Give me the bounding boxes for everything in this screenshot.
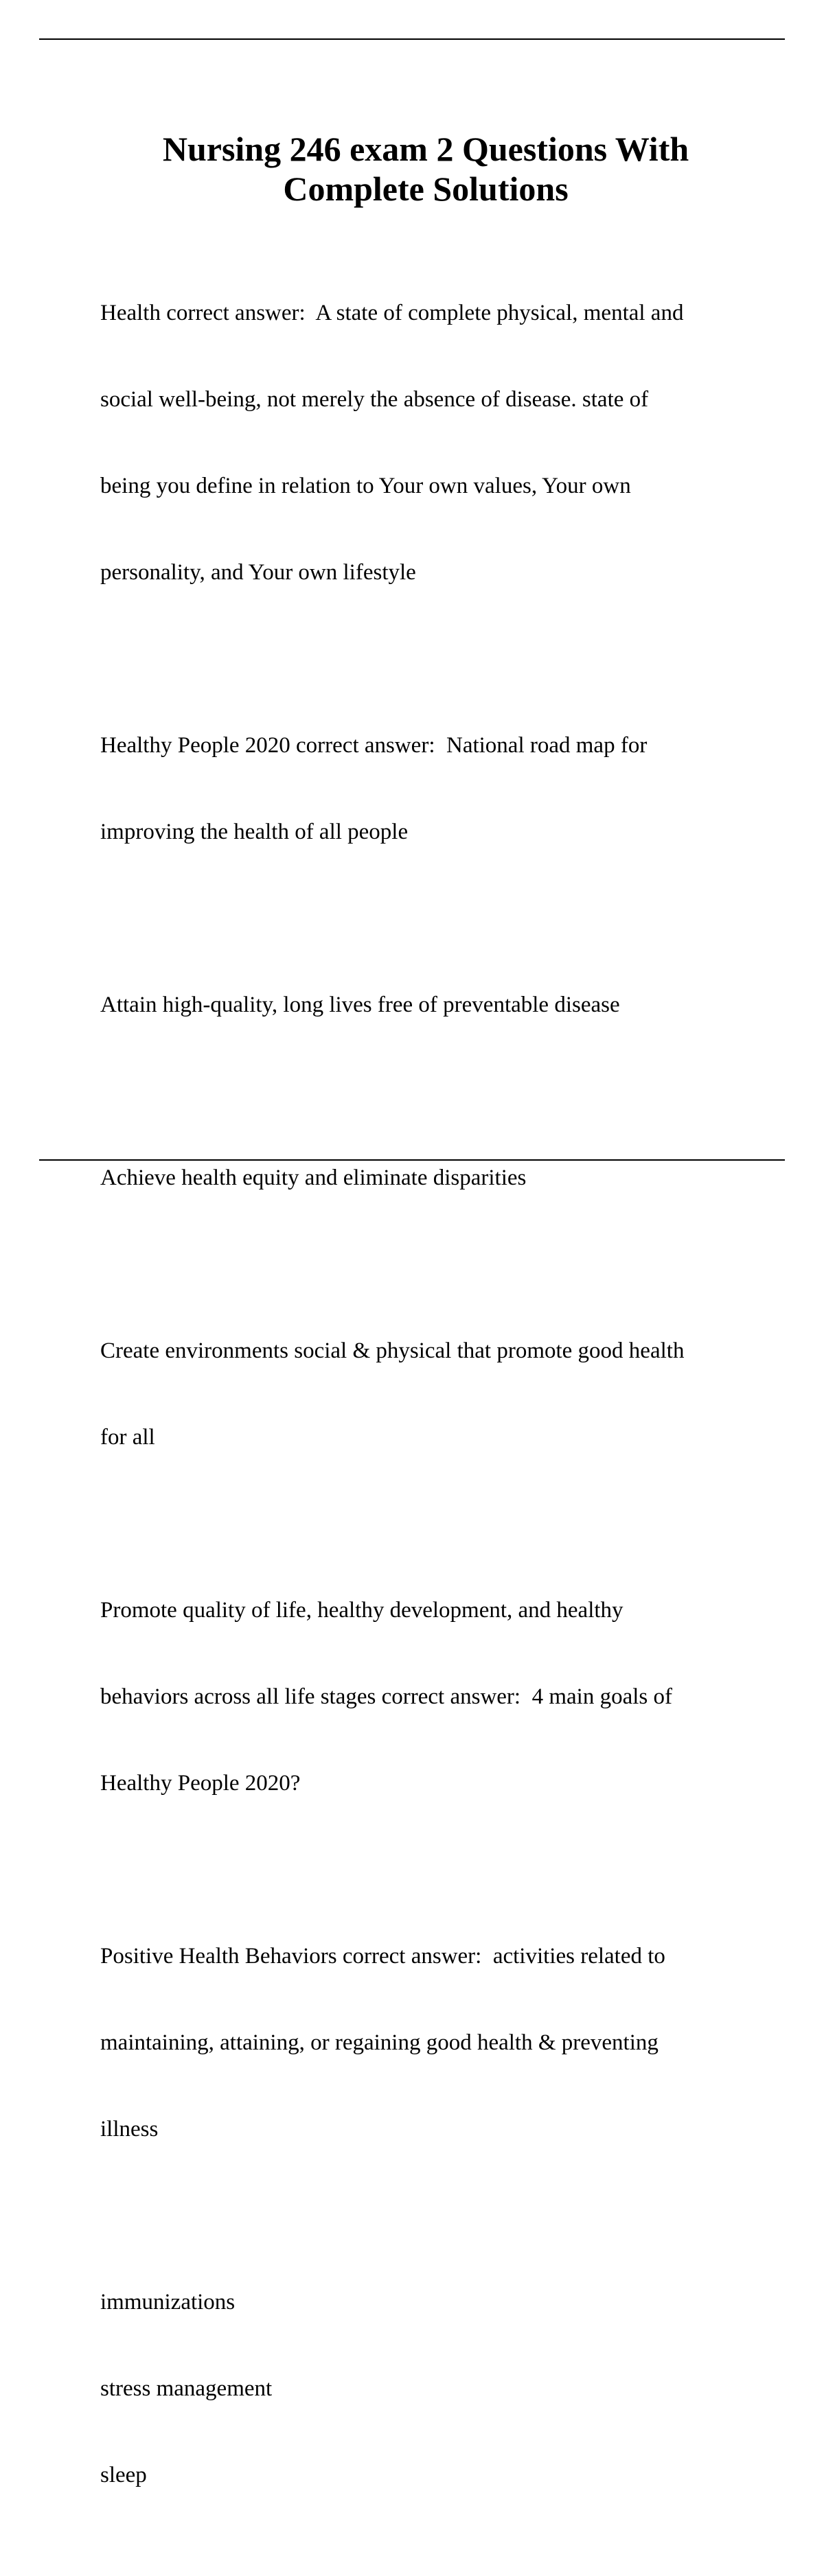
list-item: stress management xyxy=(100,2376,273,2401)
paragraph-positive-health-behaviors xyxy=(100,1884,759,2201)
text-line: Create environments social & physical that promote good health xyxy=(100,1338,685,1363)
paragraph-goal-equity xyxy=(100,1106,759,1250)
text-line: maintaining, attaining, or regaining good health & preventing xyxy=(100,2030,659,2055)
text-line: being you define in relation to Your own values, Your own xyxy=(100,474,631,498)
text-line: improving the health of all people xyxy=(100,820,409,844)
paragraph-goal-attain xyxy=(100,933,759,1077)
list-item: immunizations xyxy=(100,2290,236,2314)
paragraph-goal-quality-of-life xyxy=(100,1538,759,1855)
paragraph-healthy-people-2020 xyxy=(100,673,759,904)
paragraph-goal-environments xyxy=(100,1279,759,1509)
document-body xyxy=(100,241,759,2576)
title-line: Complete Solutions xyxy=(283,170,569,208)
paragraph-behavior-examples xyxy=(100,2230,759,2547)
text-line: behaviors across all life stages correct answer: 4 main goals of xyxy=(100,1684,672,1709)
title-line: Nursing 246 exam 2 Questions With xyxy=(162,130,689,168)
text-line: illness xyxy=(100,2117,159,2142)
top-divider xyxy=(39,38,785,40)
text-line: Promote quality of life, healthy development, and healthy xyxy=(100,1598,623,1623)
bottom-divider xyxy=(39,1159,785,1161)
text-line: Healthy People 2020? xyxy=(100,1771,301,1796)
text-line: for all xyxy=(100,1425,155,1450)
text-line: personality, and Your own lifestyle xyxy=(100,560,416,585)
paragraph-health-definition xyxy=(100,241,759,645)
text-line: social well-being, not merely the absence of disease. state of xyxy=(100,387,649,412)
list-item: sleep xyxy=(100,2463,147,2487)
text-line: Achieve health equity and eliminate disparities xyxy=(100,1165,527,1190)
page-title xyxy=(69,129,783,209)
text-line: Positive Health Behaviors correct answer: activities related to xyxy=(100,1944,665,1969)
text-line: Healthy People 2020 correct answer: National road map for xyxy=(100,733,648,758)
text-line: Attain high-quality, long lives free of preventable disease xyxy=(100,993,620,1017)
text-line: Health correct answer: A state of complete physical, mental and xyxy=(100,301,684,325)
